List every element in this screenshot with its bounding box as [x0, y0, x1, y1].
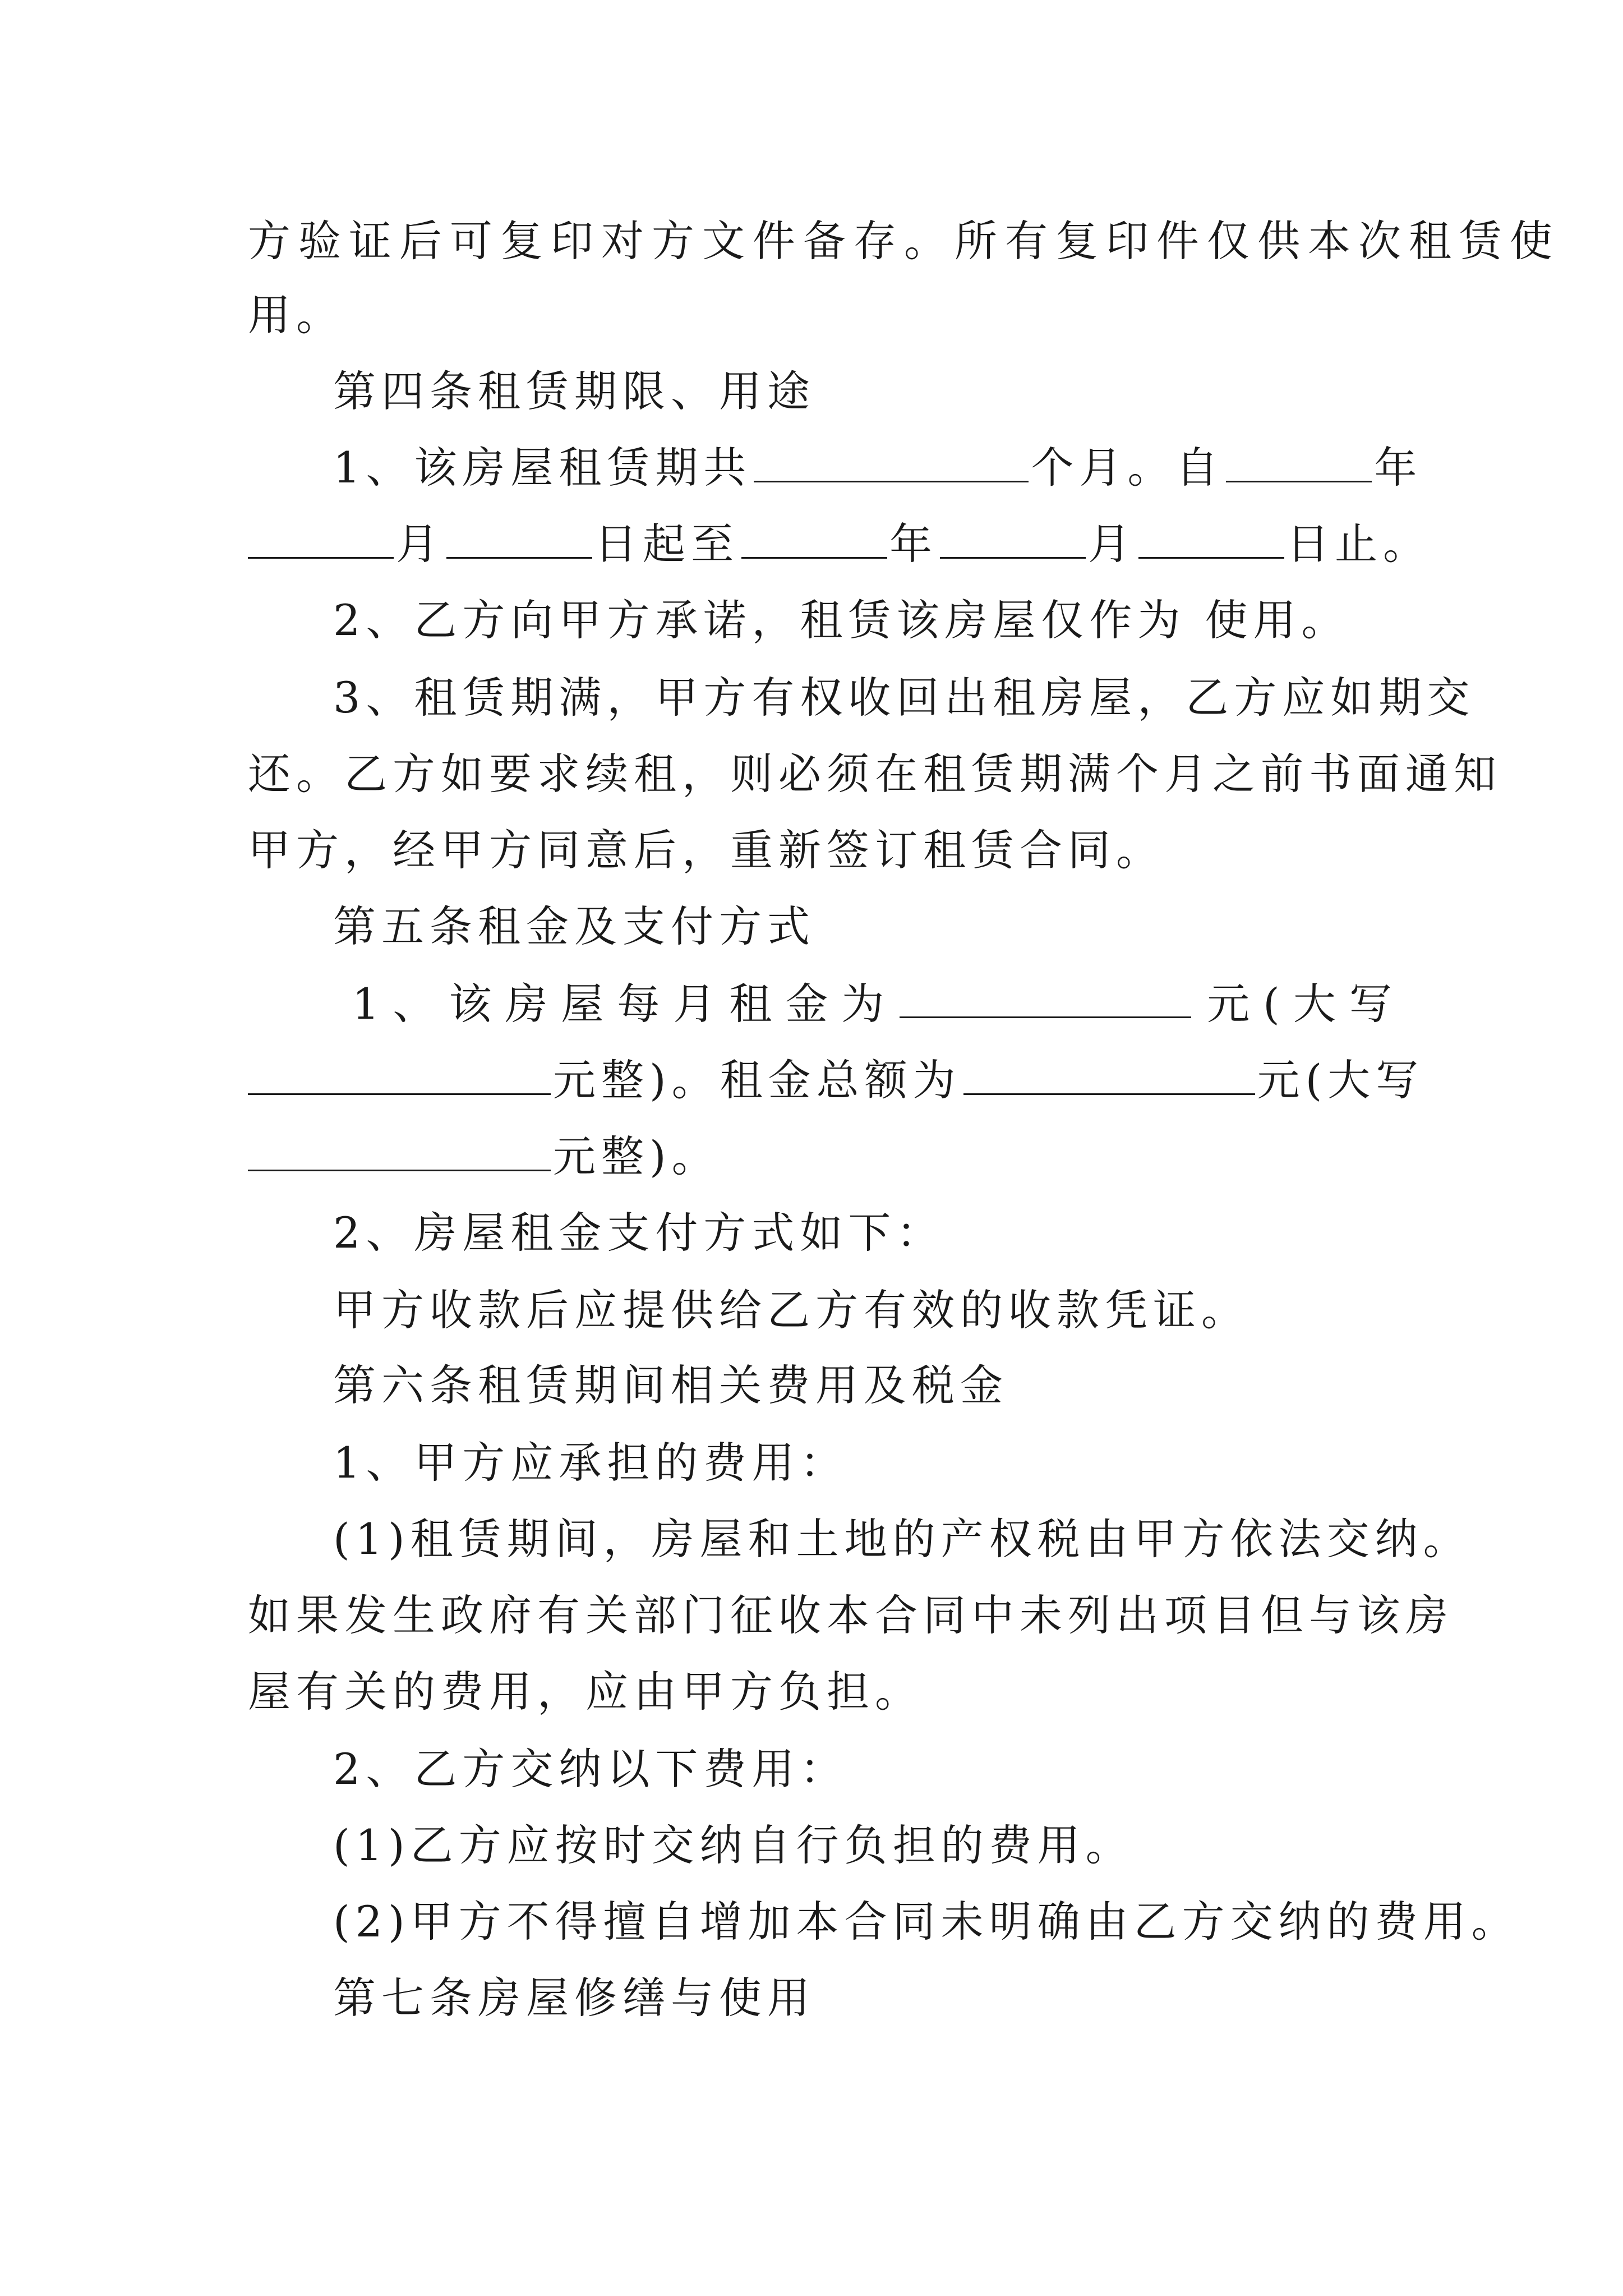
blank-field	[248, 517, 394, 559]
paragraph-line: (1)租赁期间，房屋和土地的产权税由甲方依法交纳。	[333, 1514, 1472, 1564]
text-run: 元整)。租金总额为	[553, 1055, 961, 1105]
paragraph-line: (1)乙方应按时交纳自行负担的费用。	[333, 1820, 1134, 1870]
paragraph-line: 甲方，经甲方同意后，重新签订租赁合同。	[248, 825, 1164, 875]
paragraph-line: (2)甲方不得擅自增加本合同未明确由乙方交纳的费用。	[333, 1897, 1520, 1947]
paragraph-line: 1、甲方应承担的费用：	[333, 1438, 849, 1488]
text-run: 1	[352, 979, 380, 1029]
text-run: 元	[1207, 979, 1250, 1029]
text-run: 月	[673, 979, 716, 1029]
text-run: 元整)。	[553, 1131, 720, 1181]
text-run: 年	[889, 519, 938, 569]
blank-field	[963, 1053, 1255, 1095]
text-run: 租	[729, 979, 772, 1029]
blank-field	[940, 517, 1086, 559]
blank-field	[900, 976, 1191, 1018]
paragraph-line: 用。	[248, 290, 344, 340]
text-run: 日起至	[594, 519, 739, 569]
text-run: 写	[1349, 979, 1392, 1029]
paragraph-line: 2、房屋租金支付方式如下：	[333, 1208, 945, 1258]
text-run: 日止。	[1287, 519, 1431, 569]
text-run: 该	[449, 979, 492, 1029]
blank-field	[1226, 440, 1372, 482]
text-run: 为	[841, 979, 884, 1029]
rent-line-1	[352, 976, 1392, 1032]
text-run: 、	[393, 979, 436, 1029]
paragraph-line: 屋有关的费用，应由甲方负担。	[248, 1667, 923, 1717]
paragraph-line: 2、乙方交纳以下费用：	[333, 1744, 849, 1794]
text-run: 1、该房屋租赁期共	[333, 443, 752, 493]
paragraph-line: 甲方收款后应提供给乙方有效的收款凭证。	[333, 1285, 1249, 1335]
article-heading-7: 第七条房屋修缮与使用	[333, 1973, 815, 2023]
blank-field	[248, 1053, 551, 1095]
text-run: 屋	[561, 979, 604, 1029]
usage-line: 2、乙方向甲方承诺，租赁该房屋仅作为 使用。	[333, 595, 1350, 645]
paragraph-line: 如果发生政府有关部门征收本合同中未列出项目但与该房	[248, 1590, 1454, 1640]
rent-line-2	[248, 1052, 1424, 1108]
blank-field	[1138, 517, 1284, 559]
text-run: 房	[505, 979, 548, 1029]
text-run: 方验证后可复印对方文件备存。所有复印件仅供本次租赁使	[248, 216, 1560, 266]
text-run: 元(大写	[1257, 1055, 1424, 1105]
blank-field	[446, 517, 592, 559]
text-run: 大	[1293, 979, 1336, 1029]
text-run: 每	[617, 979, 660, 1029]
paragraph-line: 3、租赁期满，甲方有权收回出租房屋，乙方应如期交	[333, 673, 1476, 723]
rent-line-3	[248, 1129, 1392, 1185]
article-heading-5: 第五条租金及支付方式	[333, 901, 815, 951]
text-run: 月	[1088, 519, 1136, 569]
blank-field	[741, 517, 887, 559]
article-heading-6: 第六条租赁期间相关费用及税金	[333, 1360, 1008, 1410]
blank-field	[754, 440, 1029, 482]
text-run: 年	[1374, 443, 1423, 493]
article-heading-4: 第四条租赁期限、用途	[333, 366, 815, 416]
lease-term-line-2	[248, 516, 1431, 572]
paragraph-line: 还。乙方如要求续租，则必须在租赁期满个月之前书面通知	[248, 749, 1502, 799]
paragraph-line	[248, 213, 1560, 269]
text-run: (	[1263, 979, 1280, 1029]
text-run: 个月。自	[1031, 443, 1224, 493]
blank-field	[248, 1129, 551, 1171]
text-run: 金	[785, 979, 828, 1029]
text-run: 月	[396, 519, 444, 569]
lease-term-line-1	[333, 440, 1423, 496]
